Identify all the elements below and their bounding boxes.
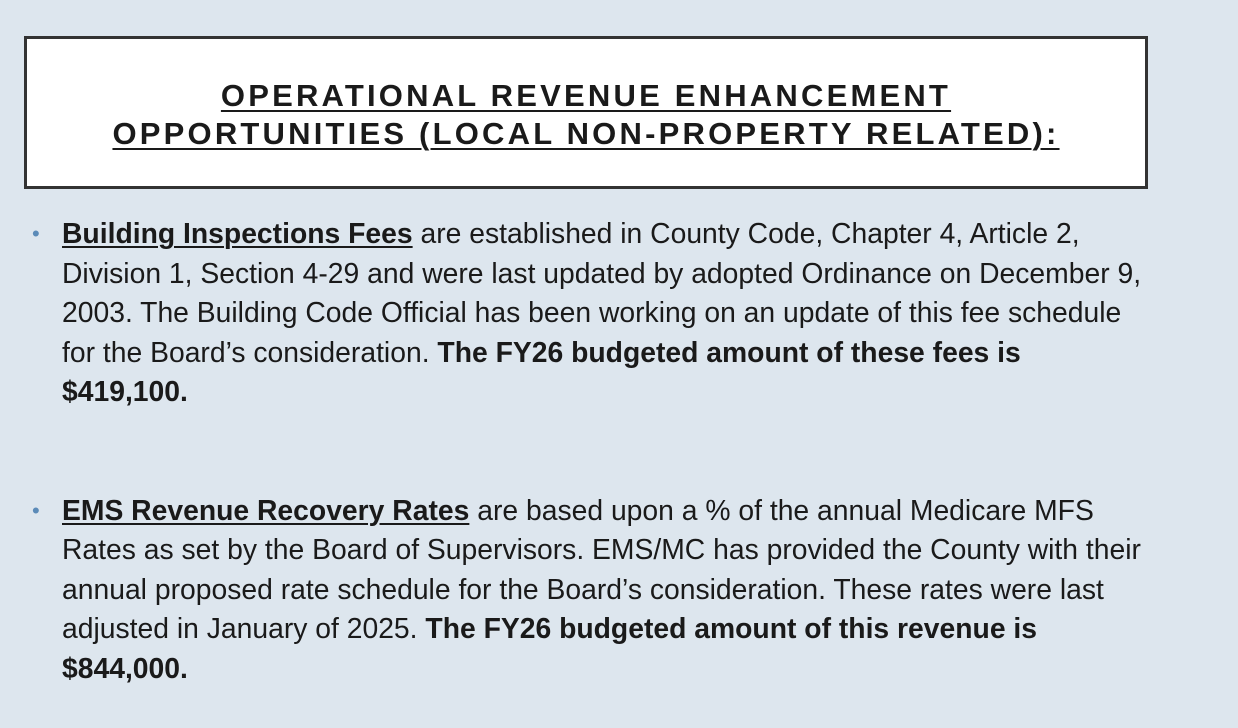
bullet-emphasis: The FY26 budgeted amount of this revenue is $844,000. xyxy=(62,612,1038,684)
slide-title-line-2: OPPORTUNITIES (LOCAL NON-PROPERTY RELATED): xyxy=(112,115,1060,151)
bullet-marker-icon: • xyxy=(32,221,40,246)
bullet-list xyxy=(32,214,1142,688)
slide-title-line-1: OPERATIONAL REVENUE ENHANCEMENT xyxy=(220,77,952,113)
bullet-item-building-inspections xyxy=(32,214,1142,412)
slide-title xyxy=(112,77,1059,153)
bullet-marker-icon: • xyxy=(32,497,40,523)
title-box xyxy=(24,36,1148,189)
bullet-body: are based upon a % of the annual Medicare MFS Rates as set by the Board of Supervisors. EMS/MC has provided the County with their annual proposed rate schedule for the Board’s consideration. These rates were last adjusted in January of 2025. xyxy=(62,493,1141,644)
bullet-heading: Building Inspections Fees xyxy=(62,217,413,249)
bullet-body: are established in County Code, Chapter 4, Article 2, Division 1, Section 4-29 and were last updated by adopted Ordinance on December 9, 2003. The Building Code Official has been working on an update of this fee schedule for the Board’s consideration. xyxy=(62,217,1142,368)
bullet-emphasis: The FY26 budgeted amount of these fees is $419,100. xyxy=(62,335,1021,407)
bullet-heading: EMS Revenue Recovery Rates xyxy=(62,493,470,526)
bullet-item-ems-revenue xyxy=(32,491,1142,689)
